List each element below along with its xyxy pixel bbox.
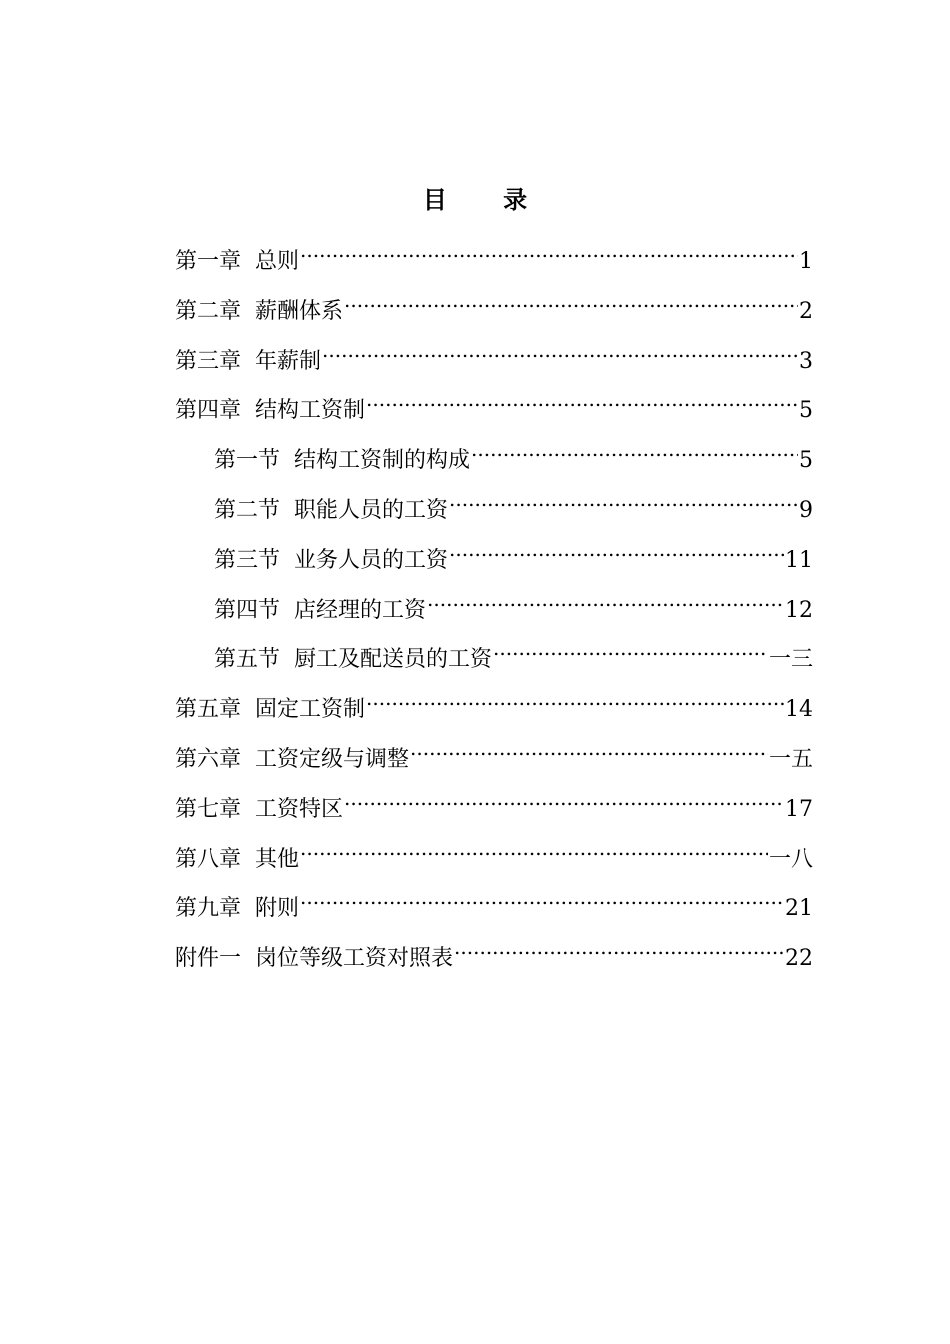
toc-entry-label (214, 492, 448, 529)
toc-entry-section-5[interactable] (175, 628, 813, 678)
toc-entry-text: 职能人员的工资 (294, 497, 449, 523)
toc-entry-text: 其他 (255, 846, 300, 872)
toc-entry-number: 第三节 (214, 547, 281, 573)
toc-entry-number: 第九章 (175, 896, 242, 922)
toc-entry-number: 第二章 (175, 298, 242, 324)
toc-dot-leader (322, 330, 798, 368)
toc-entry-page: 12 (785, 597, 813, 623)
toc-entry-text: 年薪制 (255, 348, 322, 374)
toc-entry-label (214, 542, 448, 579)
toc-entry-label (175, 392, 365, 429)
toc-entry-text: 业务人员的工资 (294, 547, 449, 573)
toc-entry-page: 一三 (768, 647, 813, 673)
toc-dot-leader (366, 379, 798, 417)
toc-entry-chapter-1[interactable] (175, 230, 813, 280)
toc-dot-leader (300, 230, 798, 268)
toc-entry-text: 工资特区 (255, 796, 344, 822)
toc-entry-label (175, 343, 321, 380)
toc-entry-label (214, 592, 426, 629)
toc-dot-leader (493, 628, 768, 666)
toc-entry-label (175, 890, 299, 927)
toc-entry-text: 店经理的工资 (294, 597, 427, 623)
toc-entry-chapter-7[interactable] (175, 778, 813, 828)
toc-entry-label (175, 791, 343, 828)
toc-dot-leader (471, 429, 798, 467)
toc-entry-section-2[interactable] (175, 479, 813, 529)
toc-entry-number: 第七章 (175, 796, 242, 822)
toc-entry-label (175, 940, 453, 977)
toc-entry-page: 22 (785, 946, 813, 972)
toc-entry-number: 第五章 (175, 697, 242, 723)
toc-entry-page: 1 (799, 249, 813, 274)
toc-dot-leader (344, 778, 784, 816)
toc-dot-leader (410, 728, 768, 766)
toc-dot-leader (449, 529, 784, 567)
toc-entry-text: 岗位等级工资对照表 (255, 946, 454, 972)
toc-entry-chapter-4[interactable] (175, 379, 813, 429)
toc-entry-number: 第一节 (214, 448, 281, 474)
toc-entry-page: 17 (785, 796, 813, 822)
toc-entry-number: 第六章 (175, 746, 242, 772)
toc-entry-number: 第八章 (175, 846, 242, 872)
toc-entry-text: 结构工资制 (255, 398, 366, 424)
toc-entry-section-3[interactable] (175, 529, 813, 579)
toc-dot-leader (300, 828, 768, 866)
toc-entry-number: 第四章 (175, 398, 242, 424)
toc-entry-chapter-8[interactable] (175, 828, 813, 878)
toc-title: 目 录 (422, 186, 552, 214)
toc-dot-leader (300, 877, 784, 915)
toc-entry-text: 附则 (255, 896, 300, 922)
toc-dot-leader (454, 927, 784, 965)
toc-entry-text: 固定工资制 (255, 697, 366, 723)
toc-entry-chapter-5[interactable] (175, 678, 813, 728)
toc-entry-chapter-2[interactable] (175, 280, 813, 330)
toc-dot-leader (344, 280, 798, 318)
toc-entry-number: 第三章 (175, 348, 242, 374)
toc-entry-text: 结构工资制的构成 (294, 448, 471, 474)
toc-entry-page: 21 (785, 896, 813, 922)
toc-entry-page: 11 (785, 547, 813, 573)
toc-dot-leader (366, 678, 784, 716)
toc-entry-page: 9 (799, 497, 813, 523)
toc-entry-page: 14 (785, 697, 813, 723)
toc-entry-label (214, 442, 470, 479)
toc-entry-page: 3 (799, 348, 813, 374)
toc-dot-leader (449, 479, 798, 517)
toc-list (175, 230, 813, 977)
toc-entry-text: 总则 (255, 249, 300, 274)
toc-entry-section-1[interactable] (175, 429, 813, 479)
toc-entry-text: 工资定级与调整 (255, 746, 410, 772)
toc-entry-number: 附件一 (175, 946, 242, 972)
toc-entry-label (214, 641, 492, 678)
toc-entry-label (175, 841, 299, 878)
toc-entry-chapter-3[interactable] (175, 330, 813, 380)
toc-entry-label (175, 741, 409, 778)
toc-entry-number: 第五节 (214, 647, 281, 673)
toc-entry-number: 第四节 (214, 597, 281, 623)
toc-entry-page: 5 (799, 448, 813, 474)
toc-entry-page: 一五 (768, 746, 813, 772)
toc-entry-number: 第二节 (214, 497, 281, 523)
toc-entry-page: 5 (799, 398, 813, 424)
toc-entry-chapter-6[interactable] (175, 728, 813, 778)
toc-entry-chapter-9[interactable] (175, 877, 813, 927)
toc-entry-page: 2 (799, 298, 813, 324)
toc-entry-number: 第一章 (175, 249, 242, 274)
toc-entry-appendix-1[interactable] (175, 927, 813, 977)
toc-entry-text: 厨工及配送员的工资 (294, 647, 493, 673)
toc-entry-label (175, 243, 299, 280)
toc-entry-page: 一八 (768, 846, 813, 872)
toc-entry-label (175, 293, 343, 330)
toc-entry-label (175, 691, 365, 728)
toc-entry-text: 薪酬体系 (255, 298, 344, 324)
toc-entry-section-4[interactable] (175, 579, 813, 629)
toc-dot-leader (427, 579, 784, 617)
